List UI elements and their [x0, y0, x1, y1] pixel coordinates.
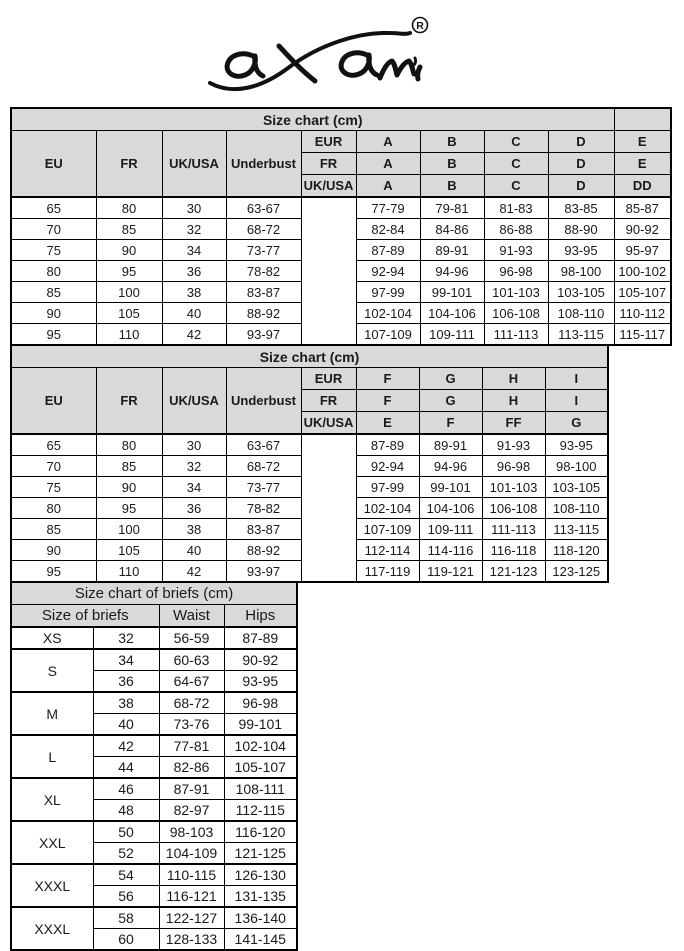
- bust-range-value: 101-103: [484, 282, 548, 303]
- bust-range-value: 99-101: [420, 282, 484, 303]
- cup-letter: B: [420, 175, 484, 198]
- band-size-value: 65: [11, 197, 96, 219]
- bust-range-value: 109-111: [419, 519, 482, 540]
- cup-system-label: UK/USA: [301, 175, 356, 198]
- band-size-value: 85: [96, 219, 162, 240]
- cup-letter: A: [356, 131, 420, 153]
- hips-range-value: 141-145: [224, 929, 297, 951]
- briefs-size-header: Size of briefs: [11, 605, 159, 628]
- briefs-number-value: 32: [93, 627, 159, 649]
- band-size-value: 105: [96, 540, 162, 561]
- cup-letter: D: [548, 175, 614, 198]
- cup-letter: DD: [614, 175, 671, 198]
- band-size-value: 30: [162, 434, 226, 456]
- bra-size-chart-cups-a-e: [10, 107, 672, 346]
- bust-range-value: 111-113: [482, 519, 545, 540]
- briefs-size-label: XL: [11, 778, 93, 821]
- waist-range-value: 82-97: [159, 800, 224, 822]
- band-size-value: 70: [11, 219, 96, 240]
- bust-range-value: 83-85: [548, 197, 614, 219]
- briefs-number-value: 40: [93, 714, 159, 736]
- briefs-size-label: XXXL: [11, 907, 93, 950]
- bust-range-value: 105-107: [614, 282, 671, 303]
- waist-range-value: 122-127: [159, 907, 224, 929]
- waist-range-value: 60-63: [159, 649, 224, 671]
- band-size-value: 90: [96, 240, 162, 261]
- logo-letter-m: [380, 61, 414, 78]
- band-size-value: 38: [162, 519, 226, 540]
- cup-system-label: EUR: [301, 368, 356, 390]
- briefs-size-label: XXXL: [11, 864, 93, 907]
- size-chart-title: Size chart (cm): [11, 345, 608, 368]
- hips-range-value: 112-115: [224, 800, 297, 822]
- band-size-value: 78-82: [226, 261, 301, 282]
- bust-range-value: 97-99: [356, 282, 420, 303]
- briefs-number-value: 58: [93, 907, 159, 929]
- band-size-value: 63-67: [226, 197, 301, 219]
- bust-range-value: 104-106: [419, 498, 482, 519]
- bust-range-value: 99-101: [419, 477, 482, 498]
- hips-range-value: 90-92: [224, 649, 297, 671]
- band-size-value: 110: [96, 324, 162, 346]
- briefs-number-value: 54: [93, 864, 159, 886]
- band-size-value: 34: [162, 240, 226, 261]
- bust-range-value: 96-98: [484, 261, 548, 282]
- bust-range-value: 103-105: [548, 282, 614, 303]
- bust-range-value: 110-112: [614, 303, 671, 324]
- briefs-chart-title: Size chart of briefs (cm): [11, 582, 297, 605]
- band-size-value: 95: [96, 261, 162, 282]
- logo-letter-a1: [227, 54, 263, 76]
- band-size-value: 95: [11, 561, 96, 583]
- hips-range-value: 116-120: [224, 821, 297, 843]
- band-size-value: 68-72: [226, 219, 301, 240]
- band-size-value: 34: [162, 477, 226, 498]
- bust-range-value: 88-90: [548, 219, 614, 240]
- cup-letter: G: [419, 368, 482, 390]
- spacer-cell: [301, 434, 356, 582]
- band-size-value: 110: [96, 561, 162, 583]
- cup-system-label: FR: [301, 153, 356, 175]
- size-chart-title: Size chart (cm): [11, 108, 614, 131]
- bust-range-value: 123-125: [545, 561, 608, 583]
- bust-range-value: 104-106: [420, 303, 484, 324]
- cup-letter: FF: [482, 412, 545, 435]
- cup-letter: D: [548, 131, 614, 153]
- hips-range-value: 87-89: [224, 627, 297, 649]
- cup-system-label: FR: [301, 390, 356, 412]
- cup-letter: I: [545, 390, 608, 412]
- bust-range-value: 85-87: [614, 197, 671, 219]
- bust-range-value: 115-117: [614, 324, 671, 346]
- briefs-size-label: XXL: [11, 821, 93, 864]
- waist-range-value: 116-121: [159, 886, 224, 908]
- waist-range-value: 82-86: [159, 757, 224, 779]
- bust-range-value: 93-95: [545, 434, 608, 456]
- band-size-value: 80: [96, 434, 162, 456]
- cup-system-label: UK/USA: [301, 412, 356, 435]
- hips-range-value: 102-104: [224, 735, 297, 757]
- briefs-number-value: 56: [93, 886, 159, 908]
- briefs-number-value: 44: [93, 757, 159, 779]
- bust-range-value: 118-120: [545, 540, 608, 561]
- band-size-value: 85: [96, 456, 162, 477]
- band-size-value: 100: [96, 282, 162, 303]
- briefs-number-value: 42: [93, 735, 159, 757]
- waist-header: Waist: [159, 605, 224, 628]
- cup-letter: B: [420, 153, 484, 175]
- band-size-value: 73-77: [226, 477, 301, 498]
- band-size-value: 95: [11, 324, 96, 346]
- band-size-value: 32: [162, 456, 226, 477]
- bust-range-value: 86-88: [484, 219, 548, 240]
- briefs-size-label: XS: [11, 627, 93, 649]
- cup-letter: C: [484, 153, 548, 175]
- band-size-value: 105: [96, 303, 162, 324]
- bust-range-value: 93-95: [548, 240, 614, 261]
- band-size-value: 40: [162, 303, 226, 324]
- cup-letter: H: [482, 390, 545, 412]
- band-size-value: 40: [162, 540, 226, 561]
- briefs-number-value: 52: [93, 843, 159, 865]
- band-size-value: 75: [11, 477, 96, 498]
- svg-text:R: R: [416, 20, 424, 32]
- bust-range-value: 82-84: [356, 219, 420, 240]
- bust-range-value: 111-113: [484, 324, 548, 346]
- cup-letter: I: [545, 368, 608, 390]
- bust-range-value: 116-118: [482, 540, 545, 561]
- band-size-value: 90: [96, 477, 162, 498]
- band-size-value: 93-97: [226, 561, 301, 583]
- bust-range-value: 101-103: [482, 477, 545, 498]
- band-size-value: 83-87: [226, 282, 301, 303]
- band-size-value: 36: [162, 498, 226, 519]
- cup-letter: C: [484, 131, 548, 153]
- waist-range-value: 128-133: [159, 929, 224, 951]
- hips-range-value: 93-95: [224, 671, 297, 693]
- bust-range-value: 98-100: [548, 261, 614, 282]
- registered-trademark-icon: [413, 18, 428, 33]
- bust-range-value: 87-89: [356, 240, 420, 261]
- bust-range-value: 89-91: [419, 434, 482, 456]
- bra-size-chart-cups-f-i: [10, 344, 609, 583]
- briefs-number-value: 36: [93, 671, 159, 693]
- spacer-cell: [301, 197, 356, 345]
- band-size-value: 30: [162, 197, 226, 219]
- band-size-value: 100: [96, 519, 162, 540]
- bust-range-value: 103-105: [545, 477, 608, 498]
- briefs-number-value: 48: [93, 800, 159, 822]
- cup-letter: E: [356, 412, 419, 435]
- bust-range-value: 95-97: [614, 240, 671, 261]
- column-header: Underbust: [226, 131, 301, 198]
- bust-range-value: 91-93: [484, 240, 548, 261]
- cup-letter: C: [484, 175, 548, 198]
- waist-range-value: 68-72: [159, 692, 224, 714]
- bust-range-value: 109-111: [420, 324, 484, 346]
- bust-range-value: 97-99: [356, 477, 419, 498]
- logo-letter-a2: [341, 53, 377, 75]
- bust-range-value: 79-81: [420, 197, 484, 219]
- bust-range-value: 89-91: [420, 240, 484, 261]
- cup-letter: F: [356, 368, 419, 390]
- column-header: EU: [11, 368, 96, 435]
- waist-range-value: 104-109: [159, 843, 224, 865]
- bust-range-value: 107-109: [356, 324, 420, 346]
- bust-range-value: 100-102: [614, 261, 671, 282]
- bust-range-value: 98-100: [545, 456, 608, 477]
- cup-letter: F: [356, 390, 419, 412]
- bust-range-value: 90-92: [614, 219, 671, 240]
- column-header: FR: [96, 131, 162, 198]
- band-size-value: 42: [162, 561, 226, 583]
- bust-range-value: 87-89: [356, 434, 419, 456]
- bust-range-value: 102-104: [356, 498, 419, 519]
- band-size-value: 80: [11, 498, 96, 519]
- band-size-value: 90: [11, 303, 96, 324]
- logo-letter-x-stroke: [279, 46, 315, 81]
- band-size-value: 73-77: [226, 240, 301, 261]
- cup-letter: F: [419, 412, 482, 435]
- hips-range-value: 96-98: [224, 692, 297, 714]
- waist-range-value: 77-81: [159, 735, 224, 757]
- hips-range-value: 131-135: [224, 886, 297, 908]
- waist-range-value: 64-67: [159, 671, 224, 693]
- band-size-value: 88-92: [226, 540, 301, 561]
- axami-logo: [196, 14, 441, 99]
- waist-range-value: 110-115: [159, 864, 224, 886]
- bust-range-value: 94-96: [419, 456, 482, 477]
- hips-range-value: 121-125: [224, 843, 297, 865]
- band-size-value: 70: [11, 456, 96, 477]
- band-size-value: 83-87: [226, 519, 301, 540]
- bust-range-value: 121-123: [482, 561, 545, 583]
- band-size-value: 95: [96, 498, 162, 519]
- size-charts-section: [10, 107, 684, 951]
- hips-range-value: 126-130: [224, 864, 297, 886]
- briefs-size-label: S: [11, 649, 93, 692]
- band-size-value: 80: [11, 261, 96, 282]
- column-header: EU: [11, 131, 96, 198]
- column-header: UK/USA: [162, 368, 226, 435]
- logo-letter-i-dot: [414, 58, 416, 65]
- column-header: UK/USA: [162, 131, 226, 198]
- cup-letter: B: [420, 131, 484, 153]
- bust-range-value: 77-79: [356, 197, 420, 219]
- band-size-value: 80: [96, 197, 162, 219]
- column-header: Underbust: [226, 368, 301, 435]
- hips-range-value: 105-107: [224, 757, 297, 779]
- hips-range-value: 99-101: [224, 714, 297, 736]
- band-size-value: 38: [162, 282, 226, 303]
- briefs-number-value: 46: [93, 778, 159, 800]
- bust-range-value: 107-109: [356, 519, 419, 540]
- bust-range-value: 91-93: [482, 434, 545, 456]
- column-header: FR: [96, 368, 162, 435]
- band-size-value: 75: [11, 240, 96, 261]
- cup-letter: E: [614, 131, 671, 153]
- bust-range-value: 84-86: [420, 219, 484, 240]
- bust-range-value: 102-104: [356, 303, 420, 324]
- logo-swoosh-stroke: [210, 33, 410, 89]
- band-size-value: 42: [162, 324, 226, 346]
- band-size-value: 65: [11, 434, 96, 456]
- bust-range-value: 112-114: [356, 540, 419, 561]
- bust-range-value: 96-98: [482, 456, 545, 477]
- band-size-value: 85: [11, 519, 96, 540]
- bust-range-value: 94-96: [420, 261, 484, 282]
- briefs-size-label: L: [11, 735, 93, 778]
- waist-range-value: 98-103: [159, 821, 224, 843]
- bust-range-value: 106-108: [482, 498, 545, 519]
- bust-range-value: 81-83: [484, 197, 548, 219]
- briefs-number-value: 50: [93, 821, 159, 843]
- cup-letter: A: [356, 153, 420, 175]
- band-size-value: 85: [11, 282, 96, 303]
- bust-range-value: 117-119: [356, 561, 419, 583]
- briefs-number-value: 38: [93, 692, 159, 714]
- hips-range-value: 108-111: [224, 778, 297, 800]
- corner-cell: [614, 108, 671, 131]
- bust-range-value: 114-116: [419, 540, 482, 561]
- bust-range-value: 113-115: [545, 519, 608, 540]
- logo-letter-i: [418, 67, 420, 79]
- band-size-value: 63-67: [226, 434, 301, 456]
- bust-range-value: 106-108: [484, 303, 548, 324]
- cup-system-label: EUR: [301, 131, 356, 153]
- briefs-number-value: 60: [93, 929, 159, 951]
- bust-range-value: 92-94: [356, 456, 419, 477]
- hips-range-value: 136-140: [224, 907, 297, 929]
- cup-letter: E: [614, 153, 671, 175]
- logo-container: [0, 0, 684, 107]
- band-size-value: 88-92: [226, 303, 301, 324]
- bust-range-value: 108-110: [548, 303, 614, 324]
- cup-letter: D: [548, 153, 614, 175]
- band-size-value: 93-97: [226, 324, 301, 346]
- bust-range-value: 119-121: [419, 561, 482, 583]
- bust-range-value: 108-110: [545, 498, 608, 519]
- cup-letter: A: [356, 175, 420, 198]
- waist-range-value: 87-91: [159, 778, 224, 800]
- waist-range-value: 73-76: [159, 714, 224, 736]
- bust-range-value: 113-115: [548, 324, 614, 346]
- band-size-value: 36: [162, 261, 226, 282]
- band-size-value: 68-72: [226, 456, 301, 477]
- briefs-size-label: M: [11, 692, 93, 735]
- briefs-size-chart: [10, 581, 298, 951]
- band-size-value: 32: [162, 219, 226, 240]
- bust-range-value: 92-94: [356, 261, 420, 282]
- cup-letter: G: [545, 412, 608, 435]
- band-size-value: 78-82: [226, 498, 301, 519]
- band-size-value: 90: [11, 540, 96, 561]
- cup-letter: G: [419, 390, 482, 412]
- waist-range-value: 56-59: [159, 627, 224, 649]
- cup-letter: H: [482, 368, 545, 390]
- hips-header: Hips: [224, 605, 297, 628]
- briefs-number-value: 34: [93, 649, 159, 671]
